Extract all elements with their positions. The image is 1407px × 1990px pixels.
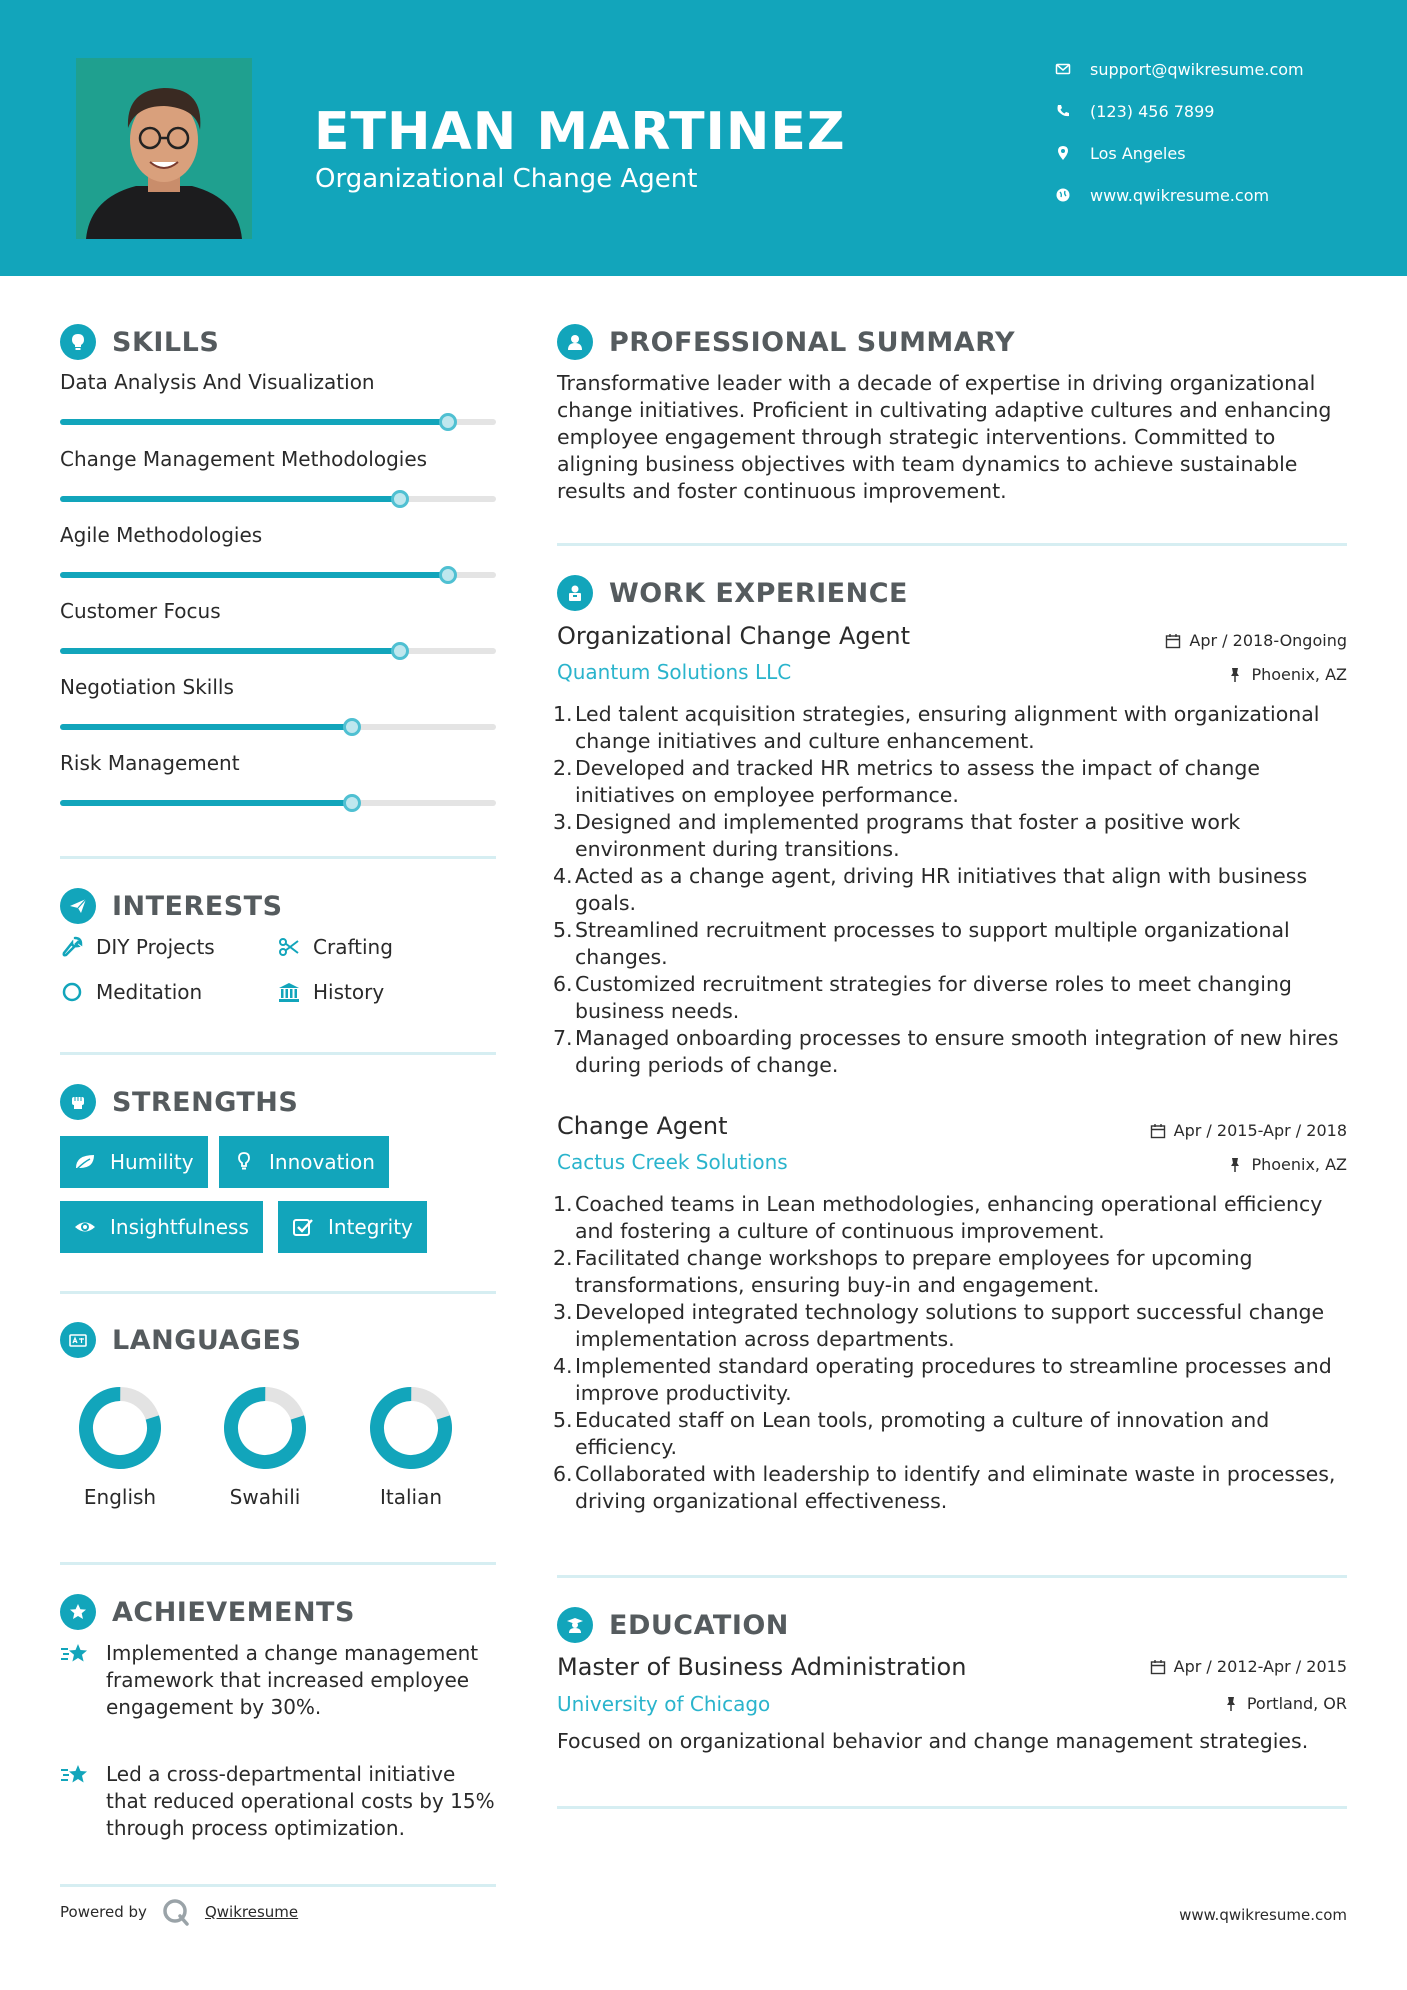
person-portrait-icon <box>76 58 252 239</box>
list-item: Developed and tracked HR metrics to assess the impact of change initiatives on employee performance. <box>575 756 1261 807</box>
skill-bar-knob <box>439 566 457 584</box>
skill-label: Agile Methodologies <box>60 523 263 547</box>
skill-item <box>60 599 496 627</box>
skill-bar-knob <box>343 718 361 736</box>
job-dates-text: Apr / 2018-Ongoing <box>1189 631 1347 650</box>
language-donut-icon <box>366 1383 456 1473</box>
strength-tag <box>278 1201 427 1253</box>
language-donut-icon <box>75 1383 165 1473</box>
section-divider <box>557 543 1347 546</box>
strength-label: Innovation <box>269 1150 375 1174</box>
education-dates <box>1150 1657 1347 1676</box>
education-school: University of Chicago <box>557 1692 771 1716</box>
skill-bar-knob <box>343 794 361 812</box>
achievements-heading <box>60 1594 355 1630</box>
degree-title: Master of Business Administration <box>557 1653 967 1681</box>
star-badge-icon <box>60 1594 96 1630</box>
skill-bar <box>60 724 496 730</box>
job-dates <box>1165 631 1347 650</box>
list-item: Facilitated change workshops to prepare employees for upcoming transformations, ensuring buy-in and engagement. <box>575 1246 1253 1297</box>
skill-bar <box>60 419 496 425</box>
skill-bar <box>60 496 496 502</box>
job-company: Cactus Creek Solutions <box>557 1150 788 1174</box>
interest-label: Crafting <box>313 935 393 959</box>
section-divider <box>557 1575 1347 1578</box>
list-item: Educated staff on Lean tools, promoting a culture of innovation and efficiency. <box>575 1408 1270 1459</box>
job-duties-list <box>557 1191 1357 1515</box>
summary-text: Transformative leader with a decade of expertise in driving organizational change initiatives. Proficient in cultivating adaptive cultures and enhancing employee engagement through strategic interventions. Committed to aligning business objectives with team dynamics to achieve sustainable results and foster continuous improvement. <box>557 371 1332 503</box>
languages-title: LANGUAGES <box>112 1324 302 1356</box>
skill-item <box>60 370 496 398</box>
contact-email-text[interactable]: support@qwikresume.com <box>1090 59 1304 79</box>
strength-tag <box>60 1201 263 1253</box>
contact-phone-text[interactable]: (123) 456 7899 <box>1090 101 1215 121</box>
interest-label: Meditation <box>96 980 203 1004</box>
skill-bar-fill <box>60 724 352 730</box>
languages-heading <box>60 1322 301 1358</box>
calendar-icon <box>1165 633 1181 649</box>
language-label: Swahili <box>229 1485 301 1509</box>
language-icon <box>60 1322 96 1358</box>
language-donut-icon <box>220 1383 310 1473</box>
profile-photo <box>76 58 252 239</box>
lightbulb-icon <box>60 324 96 360</box>
skill-bar-fill <box>60 419 448 425</box>
achievements-title: ACHIEVEMENTS <box>112 1596 355 1628</box>
section-divider <box>60 1291 496 1294</box>
job-duties-list <box>557 701 1357 1079</box>
achievement-item <box>60 1761 500 1842</box>
list-item: Led talent acquisition strategies, ensuring alignment with organizational change initiatives and culture enhancement. <box>575 702 1320 753</box>
eye-icon <box>72 1216 98 1238</box>
skill-bar <box>60 800 496 806</box>
skill-bar-knob <box>439 413 457 431</box>
skill-bar-fill <box>60 572 448 578</box>
skill-item <box>60 523 496 551</box>
wrench-icon <box>60 935 84 959</box>
pushpin-icon <box>1223 1696 1239 1712</box>
list-item: Coached teams in Lean methodologies, enhancing operational efficiency and fostering a culture of continuous improvement. <box>575 1192 1323 1243</box>
summary-title: PROFESSIONAL SUMMARY <box>609 326 1016 358</box>
strength-tag <box>60 1136 208 1188</box>
job-location <box>1227 665 1347 684</box>
interest-item <box>60 980 202 1004</box>
graduate-icon <box>557 1607 593 1643</box>
interests-heading <box>60 888 283 924</box>
briefcase-user-icon <box>557 575 593 611</box>
education-heading <box>557 1607 789 1643</box>
globe-icon <box>1054 186 1072 204</box>
interest-label: DIY Projects <box>96 935 215 959</box>
skill-bar-knob <box>391 490 409 508</box>
leaf-icon <box>72 1151 98 1173</box>
strength-label: Integrity <box>328 1215 413 1239</box>
envelope-icon <box>1054 60 1072 78</box>
scissors-icon <box>277 935 301 959</box>
powered-by-text: Powered by <box>60 1903 147 1921</box>
skill-label: Change Management Methodologies <box>60 447 428 471</box>
strength-tag <box>219 1136 389 1188</box>
calendar-icon <box>1150 1659 1166 1675</box>
skill-bar <box>60 572 496 578</box>
strengths-heading <box>60 1084 298 1120</box>
education-location <box>1223 1694 1347 1713</box>
skill-label: Risk Management <box>60 751 240 775</box>
education-description: Focused on organizational behavior and change management strategies. <box>557 1729 1309 1753</box>
list-item: Implemented standard operating procedures to streamline processes and improve productivity. <box>575 1354 1332 1405</box>
contact-website-text[interactable]: www.qwikresume.com <box>1090 185 1270 205</box>
calendar-icon <box>1150 1123 1166 1139</box>
list-item: Acted as a change agent, driving HR initiatives that align with business goals. <box>575 864 1308 915</box>
language-item <box>200 1383 330 1509</box>
phone-icon <box>1054 102 1072 120</box>
contact-location-text: Los Angeles <box>1090 143 1186 163</box>
list-item: Designed and implemented programs that foster a positive work environment during transitions. <box>575 810 1241 861</box>
skill-item <box>60 751 496 779</box>
job-dates <box>1150 1121 1347 1140</box>
list-item: Managed onboarding processes to ensure smooth integration of new hires during periods of change. <box>575 1026 1339 1077</box>
list-item: Developed integrated technology solutions to support successful change implementation across departments. <box>575 1300 1325 1351</box>
skills-heading <box>60 324 219 360</box>
strength-label: Insightfulness <box>110 1215 249 1239</box>
achievement-text: Implemented a change management framework that increased employee engagement by 30%. <box>106 1641 479 1719</box>
pushpin-icon <box>1227 667 1243 683</box>
strength-label: Humility <box>110 1150 194 1174</box>
candidate-name: ETHAN MARTINEZ <box>314 102 846 162</box>
museum-icon <box>277 980 301 1004</box>
job-company: Quantum Solutions LLC <box>557 660 792 684</box>
job-title: Change Agent <box>557 1112 728 1140</box>
experience-title: WORK EXPERIENCE <box>609 577 908 609</box>
pushpin-icon <box>1227 1157 1243 1173</box>
interest-item <box>60 935 215 959</box>
candidate-title: Organizational Change Agent <box>315 164 698 194</box>
skill-bar-fill <box>60 648 400 654</box>
star-icon <box>60 1761 92 1789</box>
section-divider <box>60 1052 496 1055</box>
job-location <box>1227 1155 1347 1174</box>
paper-plane-icon <box>60 888 96 924</box>
footer-powered-by <box>60 1897 298 1927</box>
job-location-text: Phoenix, AZ <box>1251 665 1347 684</box>
skill-bar-fill <box>60 496 400 502</box>
achievement-text: Led a cross-departmental initiative that reduced operational costs by 15% through process optimization. <box>106 1762 495 1840</box>
education-location-text: Portland, OR <box>1246 1694 1347 1713</box>
skill-label: Customer Focus <box>60 599 221 623</box>
skill-label: Negotiation Skills <box>60 675 234 699</box>
map-pin-icon <box>1054 144 1072 162</box>
experience-heading <box>557 575 908 611</box>
contact-phone[interactable] <box>1054 96 1384 126</box>
skill-label: Data Analysis And Visualization <box>60 370 375 394</box>
achievement-item <box>60 1640 500 1721</box>
skill-bar <box>60 648 496 654</box>
interest-label: History <box>313 980 385 1004</box>
contact-website[interactable] <box>1054 180 1384 210</box>
footer-website-link[interactable]: www.qwikresume.com <box>1179 1906 1347 1924</box>
strengths-title: STRENGTHS <box>112 1086 299 1118</box>
lightbulb-icon <box>231 1151 257 1173</box>
skill-item <box>60 447 496 475</box>
fist-icon <box>60 1084 96 1120</box>
language-item <box>346 1383 476 1509</box>
circle-icon <box>60 980 84 1004</box>
section-divider <box>60 1884 496 1887</box>
language-label: English <box>83 1485 157 1509</box>
skill-bar-fill <box>60 800 352 806</box>
summary-heading <box>557 324 1015 360</box>
section-divider <box>557 1806 1347 1809</box>
language-label: Italian <box>379 1485 443 1509</box>
skill-item <box>60 675 496 703</box>
resume-header <box>0 0 1407 276</box>
interests-title: INTERESTS <box>112 890 283 922</box>
interest-item <box>277 935 393 959</box>
section-divider <box>60 1562 496 1565</box>
skill-bar-knob <box>391 642 409 660</box>
check-square-icon <box>290 1216 316 1238</box>
contact-location <box>1054 138 1384 168</box>
job-title: Organizational Change Agent <box>557 622 910 650</box>
qwikresume-logo-icon <box>161 1897 191 1927</box>
contact-email[interactable] <box>1054 54 1384 84</box>
brand-link[interactable]: Qwikresume <box>204 1903 299 1921</box>
interest-item <box>277 980 384 1004</box>
skills-title: SKILLS <box>112 326 220 358</box>
list-item: Collaborated with leadership to identify and eliminate waste in processes, driving organizational effectiveness. <box>575 1462 1336 1513</box>
list-item: Streamlined recruitment processes to support multiple organizational changes. <box>575 918 1290 969</box>
job-dates-text: Apr / 2015-Apr / 2018 <box>1173 1121 1347 1140</box>
list-item: Customized recruitment strategies for diverse roles to meet changing business needs. <box>575 972 1292 1023</box>
user-icon <box>557 324 593 360</box>
education-title: EDUCATION <box>609 1609 789 1641</box>
education-dates-text: Apr / 2012-Apr / 2015 <box>1173 1657 1347 1676</box>
section-divider <box>60 856 496 859</box>
star-icon <box>60 1640 92 1668</box>
job-location-text: Phoenix, AZ <box>1251 1155 1347 1174</box>
language-item <box>55 1383 185 1509</box>
